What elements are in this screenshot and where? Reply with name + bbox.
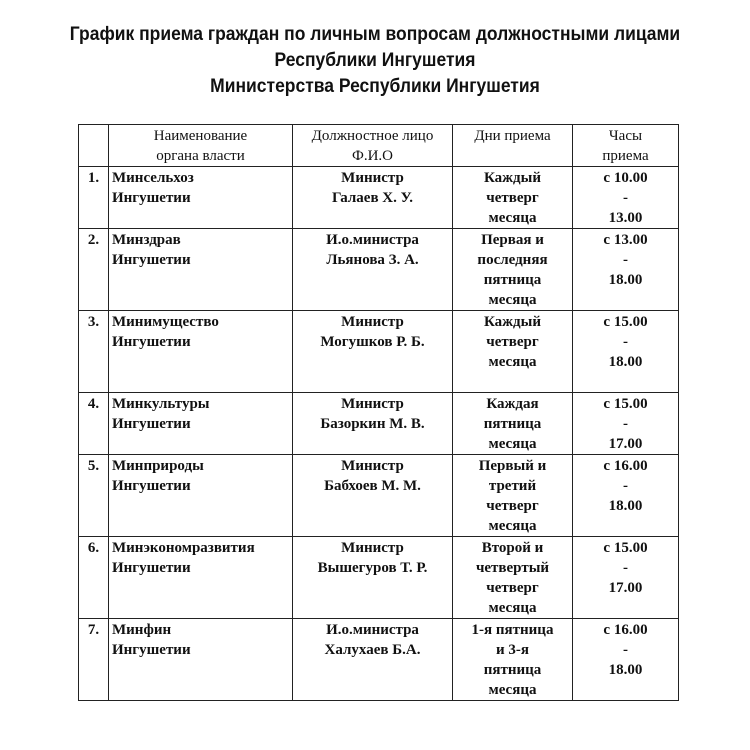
header-days-line: Дни приема [474, 128, 551, 144]
row-hours [573, 537, 679, 619]
org-line: Ингушетии [112, 190, 191, 206]
header-official-line: Ф.И.О [351, 148, 393, 164]
row-official [293, 311, 453, 393]
days-line: и 3-я [495, 642, 529, 658]
header-days [453, 125, 573, 167]
row-hours [573, 455, 679, 537]
hours-line: - [623, 560, 628, 576]
org-line: Минприроды [112, 458, 204, 474]
header-org-line: Наименование [153, 128, 248, 144]
row-days [453, 619, 573, 701]
row-days [453, 393, 573, 455]
org-line: Минкультуры [112, 396, 210, 412]
title-line-3: Министерства Республики Ингушетия [210, 76, 540, 97]
official-line: Льянова З. А. [326, 252, 419, 268]
days-line: месяца [488, 436, 537, 452]
days-line: месяца [488, 292, 537, 308]
official-line: Бабхоев М. М. [324, 478, 421, 494]
hours-line: с 16.00 [603, 622, 648, 638]
row-official [293, 455, 453, 537]
days-line: месяца [488, 354, 537, 370]
org-line: Минимущество [112, 314, 219, 330]
reception-schedule-table [78, 124, 679, 701]
org-line: Ингушетии [112, 416, 191, 432]
official-line: Министр [341, 170, 404, 186]
org-line: Минфин [112, 622, 172, 638]
days-line: Каждая [486, 396, 539, 412]
official-line: Могушков Р. Б. [320, 334, 425, 350]
header-row [79, 125, 679, 167]
row-number: 4. [79, 393, 109, 455]
hours-line: - [623, 478, 628, 494]
days-line: Первая и [481, 232, 544, 248]
org-line: Ингушетии [112, 252, 191, 268]
hours-line: 17.00 [608, 436, 643, 452]
org-line: Минэкономразвития [112, 540, 255, 556]
hours-line: с 10.00 [603, 170, 648, 186]
header-hours-line: Часы [608, 128, 643, 144]
days-line: месяца [488, 210, 537, 226]
hours-line: с 13.00 [603, 232, 648, 248]
days-line: Каждый [484, 170, 541, 186]
header-org-line: органа власти [156, 148, 245, 164]
table-row [79, 393, 679, 455]
hours-line: 18.00 [608, 498, 643, 514]
row-organization [109, 167, 293, 229]
row-number: 5. [79, 455, 109, 537]
org-line: Ингушетии [112, 560, 191, 576]
days-line: 1-я пятница [471, 622, 554, 638]
row-number: 6. [79, 537, 109, 619]
days-line: пятница [483, 416, 542, 432]
hours-line: 13.00 [608, 210, 643, 226]
row-number: 3. [79, 311, 109, 393]
official-line: Министр [341, 540, 404, 556]
official-line: Халухаев Б.А. [324, 642, 421, 658]
hours-line: с 15.00 [603, 314, 648, 330]
header-org [109, 125, 293, 167]
header-hours-line: приема [602, 148, 649, 164]
days-line: последняя [477, 252, 548, 268]
row-days [453, 311, 573, 393]
row-days [453, 537, 573, 619]
hours-line: с 16.00 [603, 458, 648, 474]
row-days [453, 455, 573, 537]
official-line: Вышегуров Т. Р. [317, 560, 428, 576]
hours-line: - [623, 190, 628, 206]
days-line: четверг [486, 190, 539, 206]
row-hours [573, 393, 679, 455]
row-organization [109, 393, 293, 455]
days-line: Первый и [478, 458, 547, 474]
row-organization [109, 311, 293, 393]
org-line: Минздрав [112, 232, 181, 248]
org-line: Ингушетии [112, 642, 191, 658]
table-row [79, 167, 679, 229]
row-number: 7. [79, 619, 109, 701]
official-line: Министр [341, 458, 404, 474]
row-organization [109, 537, 293, 619]
official-line: Министр [341, 396, 404, 412]
row-hours [573, 167, 679, 229]
hours-line: 18.00 [608, 272, 643, 288]
row-official [293, 393, 453, 455]
days-line: третий [488, 478, 537, 494]
org-line: Ингушетии [112, 334, 191, 350]
title-line-1: График приема граждан по личным вопросам должностными лицами [69, 24, 681, 45]
row-official [293, 167, 453, 229]
org-line: Минсельхоз [112, 170, 194, 186]
hours-line: 17.00 [608, 580, 643, 596]
row-official [293, 619, 453, 701]
document-title [30, 22, 720, 100]
days-line: четверг [486, 334, 539, 350]
row-organization [109, 619, 293, 701]
days-line: четверг [486, 580, 539, 596]
title-line-2: Республики Ингушетия [274, 50, 476, 71]
row-hours [573, 229, 679, 311]
hours-line: - [623, 642, 628, 658]
table-row [79, 619, 679, 701]
row-days [453, 229, 573, 311]
official-line: Галаев Х. У. [332, 190, 413, 206]
table-row [79, 455, 679, 537]
org-line: Ингушетии [112, 478, 191, 494]
days-line: пятница [483, 662, 542, 678]
hours-line: с 15.00 [603, 540, 648, 556]
days-line: месяца [488, 518, 537, 534]
hours-line: с 15.00 [603, 396, 648, 412]
official-line: Министр [341, 314, 404, 330]
row-number: 1. [79, 167, 109, 229]
table-row [79, 229, 679, 311]
official-line: И.о.министра [326, 622, 419, 638]
row-days [453, 167, 573, 229]
table-row [79, 537, 679, 619]
hours-line: 18.00 [608, 354, 643, 370]
days-line: четвертый [475, 560, 550, 576]
hours-line: 18.00 [608, 662, 643, 678]
hours-line: - [623, 252, 628, 268]
row-number: 2. [79, 229, 109, 311]
days-line: Каждый [484, 314, 541, 330]
row-official [293, 537, 453, 619]
row-official [293, 229, 453, 311]
row-organization [109, 455, 293, 537]
row-hours [573, 619, 679, 701]
days-line: месяца [488, 600, 537, 616]
row-organization [109, 229, 293, 311]
days-line: Второй и [481, 540, 544, 556]
header-official [293, 125, 453, 167]
days-line: четверг [486, 498, 539, 514]
header-official-line: Должностное лицо [311, 128, 434, 144]
hours-line: - [623, 334, 628, 350]
hours-line: - [623, 416, 628, 432]
official-line: Базоркин М. В. [320, 416, 425, 432]
official-line: И.о.министра [326, 232, 419, 248]
table-row [79, 311, 679, 393]
header-num [79, 125, 109, 167]
days-line: месяца [488, 682, 537, 698]
header-hours [573, 125, 679, 167]
row-hours [573, 311, 679, 393]
days-line: пятница [483, 272, 542, 288]
